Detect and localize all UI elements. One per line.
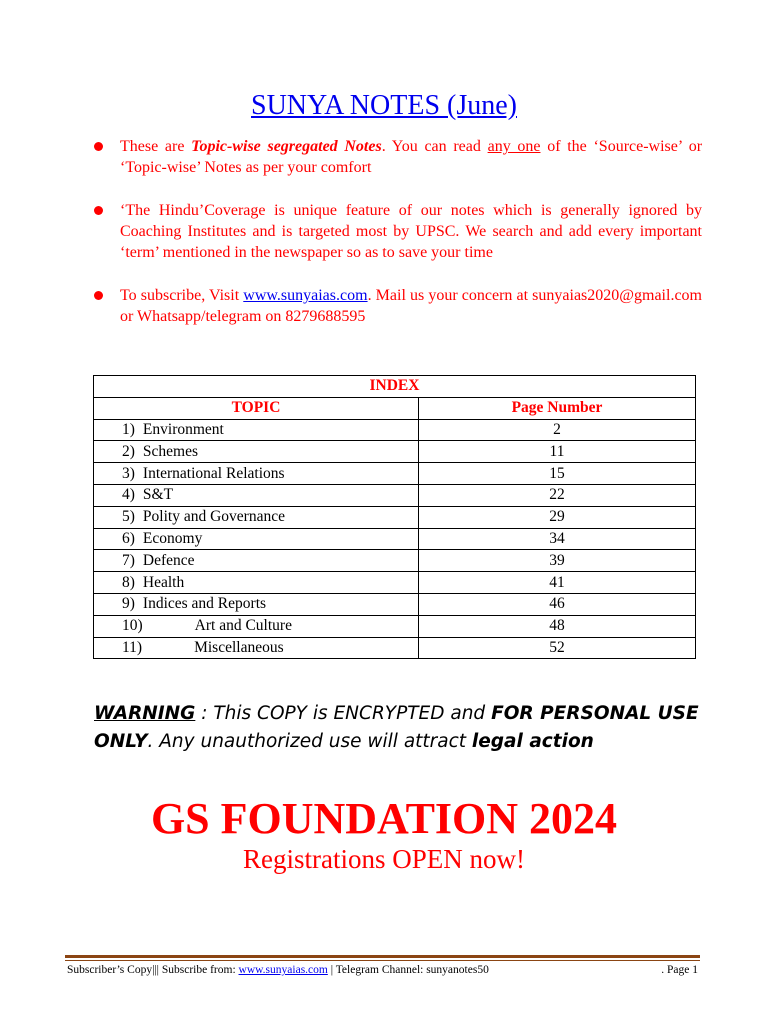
topic-cell xyxy=(94,463,419,485)
page-number-cell: 2 xyxy=(419,419,696,441)
topic-cell xyxy=(94,528,419,550)
topic-cell xyxy=(94,637,419,659)
page-footer xyxy=(67,964,698,976)
table-row xyxy=(94,637,696,659)
footer-divider xyxy=(65,955,700,958)
topic-cell xyxy=(94,572,419,594)
topic-name: Art and Culture xyxy=(194,617,292,635)
topic-name: Schemes xyxy=(142,442,199,460)
topic-name: International Relations xyxy=(142,464,285,482)
topic-name: Environment xyxy=(142,420,224,438)
footer-divider-thin xyxy=(65,960,700,961)
topic-name: Health xyxy=(142,573,185,591)
table-row xyxy=(94,593,696,615)
topic-cell xyxy=(94,506,419,528)
promo-subtitle: Registrations OPEN now! xyxy=(243,844,525,874)
page-number-cell: 29 xyxy=(419,506,696,528)
table-row xyxy=(94,484,696,506)
table-row xyxy=(94,419,696,441)
topic-cell xyxy=(94,593,419,615)
topic-number: 11) xyxy=(122,638,143,656)
page-number-cell: 52 xyxy=(419,637,696,659)
page-number-cell: 11 xyxy=(419,441,696,463)
footer-page-number: . Page 1 xyxy=(661,964,698,976)
topic-number: 10) xyxy=(122,617,143,635)
topic-name: Economy xyxy=(142,529,203,547)
bullet-item-topic-wise: These are Topic-wise segregated Notes. You can read any one of the ‘Source-wise’ or ‘Topic-wise’ Notes as per your comfort xyxy=(94,136,702,178)
topic-cell xyxy=(94,550,419,572)
page-number-cell: 41 xyxy=(419,572,696,594)
topic-cell xyxy=(94,484,419,506)
intro-bullet-list xyxy=(94,136,702,349)
table-row xyxy=(94,506,696,528)
topic-number: 9) xyxy=(122,595,135,613)
page-number-cell: 46 xyxy=(419,593,696,615)
table-row xyxy=(94,572,696,594)
topic-number: 6) xyxy=(122,529,135,547)
topic-cell xyxy=(94,615,419,637)
table-row xyxy=(94,550,696,572)
topic-cell xyxy=(94,419,419,441)
topic-number: 8) xyxy=(122,573,135,591)
promo-title: GS FOUNDATION 2024 xyxy=(150,794,618,843)
topic-name: Miscellaneous xyxy=(194,638,284,656)
bullet-item-subscribe: To subscribe, Visit www.sunyaias.com. Mail us your concern at sunyaias2020@gmail.com or Whatsapp/telegram on 8279688595 xyxy=(94,285,702,327)
table-row xyxy=(94,615,696,637)
topic-number: 2) xyxy=(122,442,135,460)
page-number-cell: 22 xyxy=(419,484,696,506)
index-table xyxy=(93,375,696,659)
topic-name: Polity and Governance xyxy=(142,508,285,526)
footer-left: Subscriber’s Copy||| Subscribe from: www.sunyaias.com | Telegram Channel: sunyanotes50 xyxy=(67,964,489,976)
bullet-item-hindu-coverage: ‘The Hindu’Coverage is unique feature of our notes which is generally ignored by Coaching Institutes and is targeted most by UPSC. We search and add every important ‘term’ mentioned in the newspaper so as to save your time xyxy=(94,200,702,263)
topic-cell xyxy=(94,441,419,463)
topic-name: S&T xyxy=(142,486,174,504)
page-number-cell: 15 xyxy=(419,463,696,485)
page-number-cell: 34 xyxy=(419,528,696,550)
page-title: SUNYA NOTES (June) xyxy=(251,90,517,121)
warning-notice: WARNING : This COPY is ENCRYPTED and FOR PERSONAL USE ONLY. Any unauthorized use will attract legal action xyxy=(94,703,699,752)
bullet-dot-icon xyxy=(94,291,103,300)
topic-number: 4) xyxy=(122,486,135,504)
page-number-cell: 39 xyxy=(419,550,696,572)
column-header-topic: TOPIC xyxy=(94,397,419,419)
topic-name: Indices and Reports xyxy=(142,595,267,613)
footer-website-link[interactable]: www.sunyaias.com xyxy=(238,964,328,976)
page-number-cell: 48 xyxy=(419,615,696,637)
topic-number: 7) xyxy=(122,551,135,569)
table-row xyxy=(94,528,696,550)
column-header-page-number: Page Number xyxy=(419,397,696,419)
topic-number: 5) xyxy=(122,508,135,526)
table-row xyxy=(94,463,696,485)
topic-number: 1) xyxy=(122,420,135,438)
table-row xyxy=(94,441,696,463)
index-heading: INDEX xyxy=(94,376,696,398)
bullet-dot-icon xyxy=(94,142,103,151)
topic-name: Defence xyxy=(142,551,195,569)
topic-number: 3) xyxy=(122,464,135,482)
index-table-body xyxy=(94,419,696,659)
bullet-dot-icon xyxy=(94,206,103,215)
website-link[interactable]: www.sunyaias.com xyxy=(243,287,368,304)
